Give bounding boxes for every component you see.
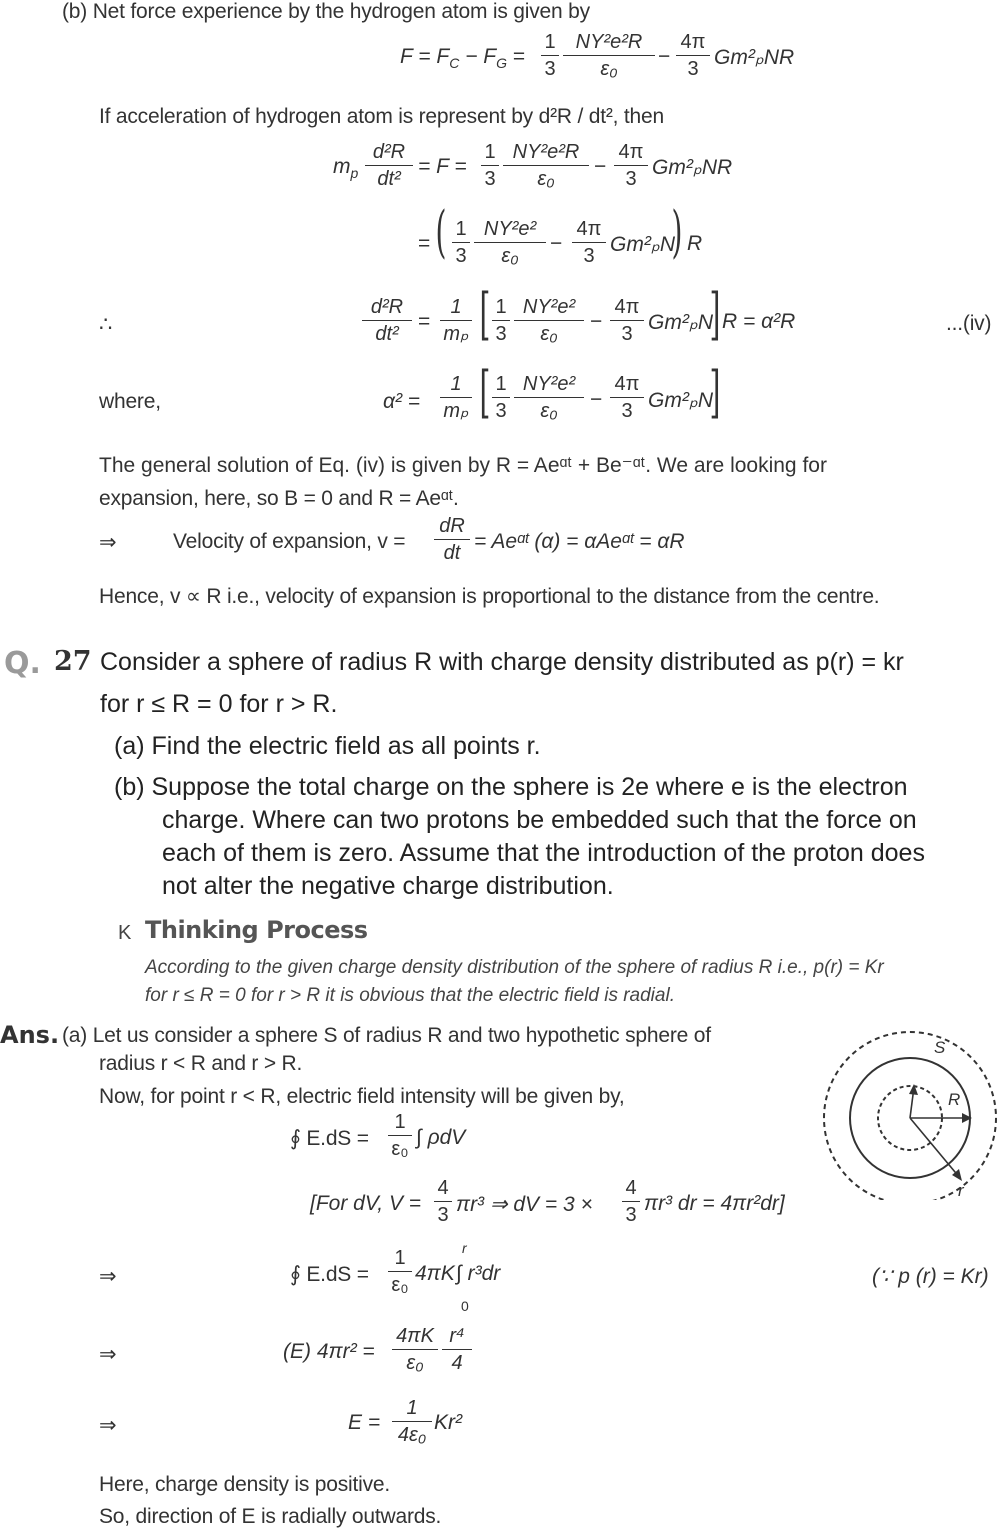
question-part-b-2: charge. Where can two protons be embedded such that the force on — [162, 806, 917, 834]
sphere-diagram — [818, 1020, 999, 1200]
label-s: S — [934, 1038, 946, 1057]
thinking-k-icon: K — [118, 922, 132, 944]
part-b-intro: (b) Net force experience by the hydrogen atom is given by — [62, 0, 590, 23]
label-r-small: r — [958, 1181, 964, 1200]
thinking-process-title: Thinking Process — [145, 916, 368, 944]
thinking-line-2: for r ≤ R = 0 for r > R it is obvious that the electric field is radial. — [145, 985, 675, 1006]
question-q-icon: Q. — [4, 646, 41, 681]
thinking-line-1: According to the given charge density distribution of the sphere of radius R i.e., p(r) = Kr — [145, 957, 884, 978]
general-solution-line-2: expansion, here, so B = 0 and R = Aeᵅᵗ. — [99, 487, 459, 510]
question-line-2: for r ≤ R = 0 for r > R. — [100, 690, 338, 718]
direction-line: So, direction of E is radially outwards. — [99, 1505, 442, 1528]
answer-line-3: Now, for point r < R, electric field intensity will be given by, — [99, 1085, 625, 1108]
question-part-a: (a) Find the electric field as all points r. — [114, 732, 541, 760]
question-line-1: Consider a sphere of radius R with charge density distributed as p(r) = kr — [100, 648, 904, 676]
question-part-b-4: not alter the negative charge distribution. — [162, 872, 614, 900]
accel-line: If acceleration of hydrogen atom is represent by d²R / dt², then — [99, 105, 664, 128]
question-part-b-1: (b) Suppose the total charge on the sphere is 2e where e is the electron — [114, 773, 908, 801]
label-r-big: R — [948, 1090, 961, 1109]
large-radius-arrow — [910, 1118, 960, 1178]
general-solution-line-1: The general solution of Eq. (iv) is given by R = Aeᵅᵗ + Be⁻ᵅᵗ. We are looking for — [99, 454, 827, 477]
question-number: 27 — [54, 646, 92, 677]
answer-label: Ans. — [0, 1021, 60, 1049]
hence-line: Hence, v ∝ R i.e., velocity of expansion is proportional to the distance from the centre. — [99, 585, 880, 608]
answer-line-1: (a) Let us consider a sphere S of radius R and two hypothetic sphere of — [62, 1024, 711, 1047]
answer-line-2: radius r < R and r > R. — [99, 1052, 303, 1075]
question-part-b-3: each of them is zero. Assume that the introduction of the proton does — [162, 839, 925, 867]
here-line: Here, charge density is positive. — [99, 1473, 391, 1496]
